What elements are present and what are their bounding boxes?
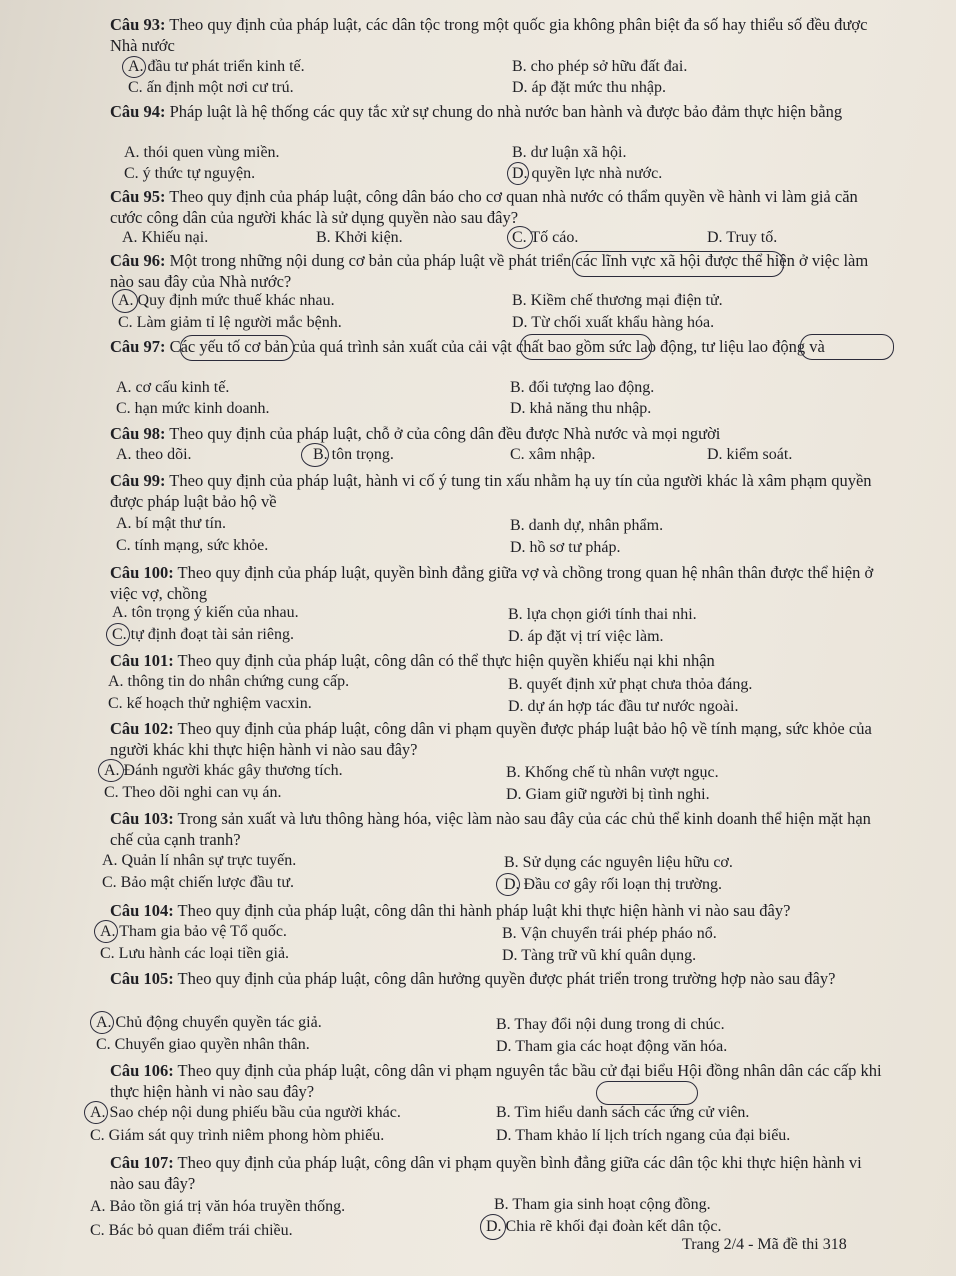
question-95 — [110, 186, 885, 228]
option-b[interactable]: B. Khống chế tù nhân vượt ngục. — [506, 764, 719, 781]
question-number: Câu 99: — [110, 471, 166, 490]
option-b[interactable]: B. Kiềm chế thương mại điện tử. — [512, 292, 723, 309]
question-text: Theo quy định của pháp luật, hành vi cố ý tung tin xấu nhằm hạ uy tín của người khác là xâm phạm quyền được pháp luật bảo hộ về — [110, 471, 872, 511]
option-a[interactable]: A. thói quen vùng miền. — [124, 144, 280, 161]
question-98 — [110, 423, 885, 444]
option-a[interactable]: A. Tham gia bảo vệ Tổ quốc. — [100, 923, 287, 940]
question-text: Theo quy định của pháp luật, công dân vi phạm quyền bình đẳng giữa các dân tộc khi thực hiện hành vi nào sau đây? — [110, 1153, 862, 1193]
option-d[interactable]: D. quyền lực nhà nước. — [512, 165, 663, 182]
option-c[interactable]: C. ý thức tự nguyện. — [124, 165, 256, 182]
option-d[interactable]: D. Đầu cơ gây rối loạn thị trường. — [504, 876, 722, 893]
option-c[interactable]: C. Chuyển giao quyền nhân thân. — [96, 1036, 310, 1053]
option-c[interactable]: C. ấn định một nơi cư trú. — [128, 79, 294, 96]
option-b[interactable]: B. Thay đổi nội dung trong di chúc. — [496, 1016, 725, 1033]
option-c[interactable]: C. Tố cáo. — [512, 229, 579, 246]
question-text: Theo quy định của pháp luật, các dân tộc trong một quốc gia không phân biệt đa số hay thiểu số đều được Nhà nước — [110, 15, 868, 55]
option-b[interactable]: B. dư luận xã hội. — [512, 144, 627, 161]
question-text: Theo quy định của pháp luật, quyền bình đẳng giữa vợ và chồng trong quan hệ nhân thân được thể hiện ở việc vợ, chồng — [110, 563, 874, 603]
question-text: Pháp luật là hệ thống các quy tắc xử sự chung do nhà nước ban hành và được bảo đảm thực hiện bằng — [169, 102, 843, 121]
option-d[interactable]: D. dự án hợp tác đầu tư nước ngoài. — [508, 698, 739, 715]
question-number: Câu 96: — [110, 251, 166, 270]
option-d[interactable]: D. áp đặt mức thu nhập. — [512, 79, 666, 96]
option-b[interactable]: B. lựa chọn giới tính thai nhi. — [508, 606, 697, 623]
option-c[interactable]: C. hạn mức kinh doanh. — [116, 400, 270, 417]
option-a[interactable]: A. Quản lí nhân sự trực tuyến. — [102, 852, 297, 869]
question-105 — [110, 968, 885, 989]
question-text: Một trong những nội dung cơ bản của pháp luật về phát triển các lĩnh vực xã hội được thể hiện ở việc làm nào sau đây của Nhà nước? — [110, 251, 869, 291]
question-number: Câu 94: — [110, 102, 166, 121]
option-d[interactable]: D. Từ chối xuất khẩu hàng hóa. — [512, 314, 715, 331]
option-c[interactable]: C. kế hoạch thử nghiệm vacxin. — [108, 695, 312, 712]
question-text: Các yếu tố cơ bản của quá trình sản xuất của cải vật chất bao gồm sức lao động, tư liệu lao động và — [169, 337, 825, 356]
option-b[interactable]: B. Tìm hiểu danh sách các ứng cử viên. — [496, 1104, 750, 1121]
question-number: Câu 107: — [110, 1153, 174, 1172]
option-c[interactable]: C. tính mạng, sức khỏe. — [116, 537, 269, 554]
question-101 — [110, 650, 885, 671]
option-d[interactable]: D. Chia rẽ khối đại đoàn kết dân tộc. — [486, 1218, 722, 1235]
question-number: Câu 93: — [110, 15, 166, 34]
option-b[interactable]: B. quyết định xử phạt chưa thỏa đáng. — [508, 676, 753, 693]
question-number: Câu 98: — [110, 424, 166, 443]
option-b[interactable]: B. tôn trọng. — [313, 446, 394, 463]
option-d[interactable]: D. Giam giữ người bị tình nghi. — [506, 786, 710, 803]
option-c[interactable]: C. xâm nhập. — [510, 446, 596, 463]
option-a[interactable]: A. bí mật thư tín. — [116, 515, 226, 532]
option-d[interactable]: D. khả năng thu nhập. — [510, 400, 652, 417]
option-a[interactable]: A. Đánh người khác gây thương tích. — [104, 762, 343, 779]
option-b[interactable]: B. Tham gia sinh hoạt cộng đồng. — [494, 1196, 711, 1213]
question-number: Câu 95: — [110, 187, 166, 206]
question-text: Theo quy định của pháp luật, công dân thi hành pháp luật khi thực hiện hành vi nào sau đây? — [177, 901, 791, 920]
question-99 — [110, 470, 885, 512]
option-a[interactable]: A. Quy định mức thuế khác nhau. — [118, 292, 335, 309]
option-b[interactable]: B. cho phép sở hữu đất đai. — [512, 58, 688, 75]
question-text: Theo quy định của pháp luật, công dân vi phạm quyền được pháp luật bảo hộ về tính mạng, sức khỏe của người khác khi thực hiện hành vi nào sau đây? — [110, 719, 872, 759]
question-text: Theo quy định của pháp luật, công dân báo cho cơ quan nhà nước có thẩm quyền về hành vi làm giả căn cước công dân của người khác là sử dụng quyền nào sau đây? — [110, 187, 858, 227]
option-b[interactable]: B. Khởi kiện. — [316, 229, 403, 246]
question-102 — [110, 718, 885, 760]
option-b[interactable]: B. danh dự, nhân phẩm. — [510, 517, 664, 534]
option-a[interactable]: A. Khiếu nại. — [122, 229, 209, 246]
question-number: Câu 102: — [110, 719, 174, 738]
option-a[interactable]: A. đầu tư phát triển kinh tế. — [128, 58, 305, 75]
option-d[interactable]: D. hồ sơ tư pháp. — [510, 539, 621, 556]
question-number: Câu 101: — [110, 651, 174, 670]
question-97 — [110, 336, 885, 357]
question-text: Theo quy định của pháp luật, công dân hưởng quyền được phát triển trong trường hợp nào sau đây? — [177, 969, 836, 988]
option-a[interactable]: A. tôn trọng ý kiến của nhau. — [112, 604, 299, 621]
option-d[interactable]: D. Tham khảo lí lịch trích ngang của đại biểu. — [496, 1127, 791, 1144]
question-number: Câu 105: — [110, 969, 174, 988]
question-107 — [110, 1152, 885, 1194]
option-c[interactable]: C. Lưu hành các loại tiền giả. — [100, 945, 290, 962]
question-text: Theo quy định của pháp luật, công dân vi phạm nguyên tắc bầu cử đại biểu Hội đồng nhân dân các cấp khi thực hiện hành vi nào sau đây? — [110, 1061, 882, 1101]
question-text: Trong sản xuất và lưu thông hàng hóa, việc làm nào sau đây của các chủ thể kinh doanh thể hiện mặt hạn chế của cạnh tranh? — [110, 809, 871, 849]
option-a[interactable]: A. cơ cấu kinh tế. — [116, 379, 230, 396]
option-c[interactable]: C. Làm giảm tỉ lệ người mắc bệnh. — [118, 314, 342, 331]
option-a[interactable]: A. thông tin do nhân chứng cung cấp. — [108, 673, 350, 690]
option-c[interactable]: C. Bác bỏ quan điểm trái chiều. — [90, 1222, 293, 1239]
option-a[interactable]: A. Sao chép nội dung phiếu bầu của người khác. — [90, 1104, 401, 1121]
option-c[interactable]: C. Giám sát quy trình niêm phong hòm phiếu. — [90, 1127, 385, 1144]
question-100 — [110, 562, 885, 604]
question-93 — [110, 14, 885, 56]
option-d[interactable]: D. Tham gia các hoạt động văn hóa. — [496, 1038, 728, 1055]
question-number: Câu 97: — [110, 337, 166, 356]
question-number: Câu 104: — [110, 901, 174, 920]
option-c[interactable]: C. Theo dõi nghi can vụ án. — [104, 784, 282, 801]
question-number: Câu 106: — [110, 1061, 174, 1080]
option-a[interactable]: A. theo dõi. — [116, 446, 192, 463]
page-footer: Trang 2/4 - Mã đề thi 318 — [682, 1236, 847, 1253]
question-text: Theo quy định của pháp luật, công dân có thể thực hiện quyền khiếu nại khi nhận — [177, 651, 715, 670]
option-d[interactable]: D. Tàng trữ vũ khí quân dụng. — [502, 947, 697, 964]
question-106 — [110, 1060, 885, 1102]
question-103 — [110, 808, 885, 850]
option-b[interactable]: B. Vận chuyển trái phép pháo nổ. — [502, 925, 717, 942]
question-text: Theo quy định của pháp luật, chỗ ở của công dân đều được Nhà nước và mọi người — [169, 424, 721, 443]
question-104 — [110, 900, 885, 921]
option-a[interactable]: A. Chủ động chuyển quyền tác giả. — [96, 1014, 322, 1031]
option-d[interactable]: D. Truy tố. — [707, 229, 778, 246]
option-b[interactable]: B. đối tượng lao động. — [510, 379, 655, 396]
question-number: Câu 103: — [110, 809, 174, 828]
question-number: Câu 100: — [110, 563, 174, 582]
option-a[interactable]: A. Bảo tồn giá trị văn hóa truyền thống. — [90, 1198, 346, 1215]
option-c[interactable]: C. tự định đoạt tài sản riêng. — [112, 626, 294, 643]
option-c[interactable]: C. Bảo mật chiến lược đầu tư. — [102, 874, 294, 891]
question-96 — [110, 250, 885, 292]
option-d[interactable]: D. áp đặt vị trí việc làm. — [508, 628, 664, 645]
option-b[interactable]: B. Sử dụng các nguyên liệu hữu cơ. — [504, 854, 733, 871]
question-94 — [110, 101, 885, 122]
option-d[interactable]: D. kiểm soát. — [707, 446, 793, 463]
